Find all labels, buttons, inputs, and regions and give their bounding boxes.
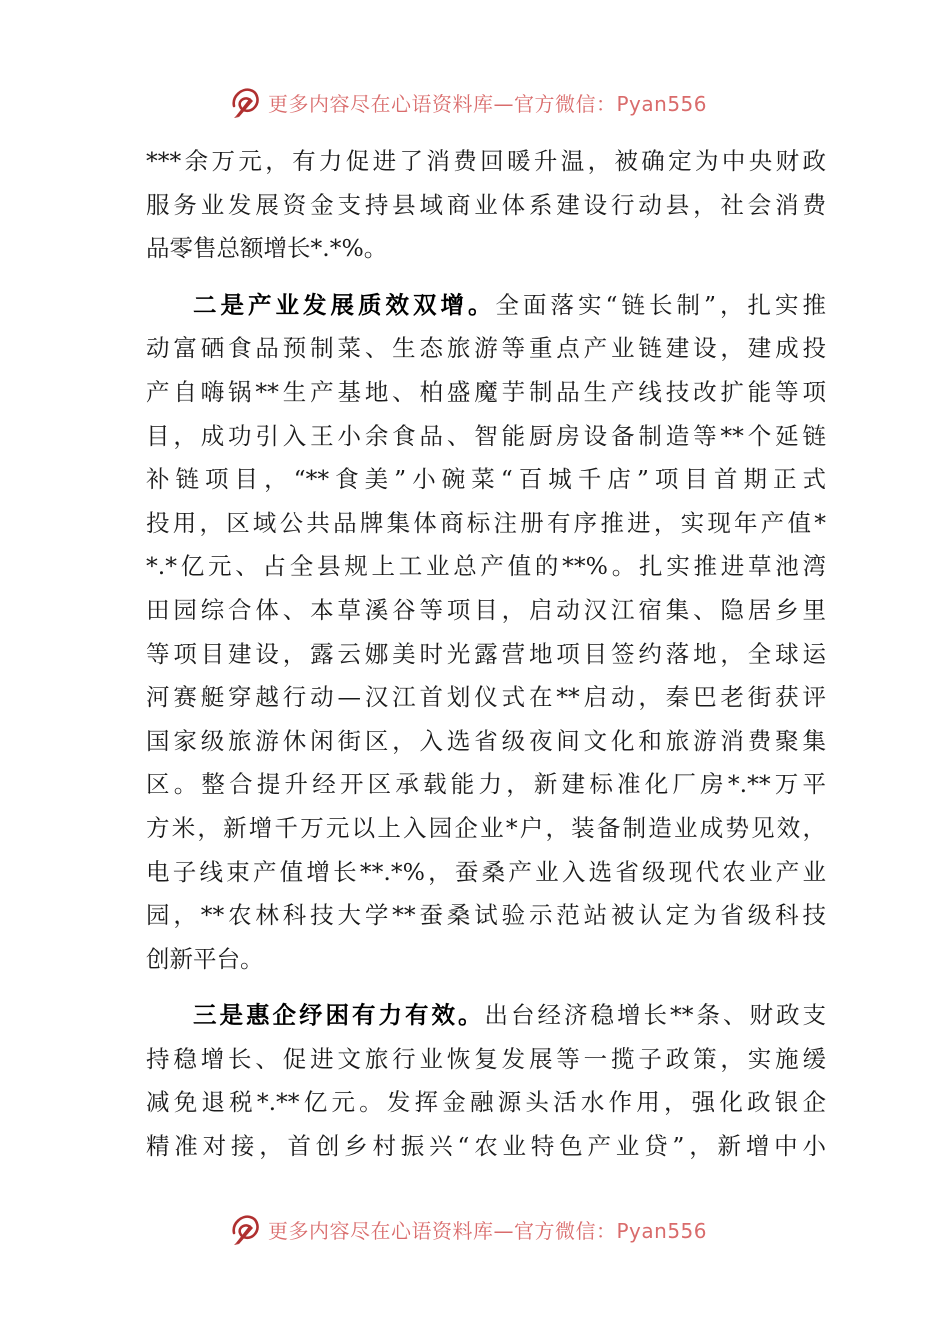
paragraph-line: 电子线束产值增长**.*%，蚕桑产业入选省级现代农业产业 — [146, 857, 826, 886]
paragraph-line: ***余万元，有力促进了消费回暖升温，被确定为中央财政 — [146, 147, 826, 175]
paragraph-first-line — [146, 994, 826, 1038]
document-body — [146, 140, 826, 1169]
footer-banner-text: 更多内容尽在心语资料库—官方微信：Pyan556 — [268, 1218, 708, 1243]
paragraph-line: 投用，区域公共品牌集体商标注册有序推进，实现年产值* — [146, 508, 826, 537]
paragraph-first-line — [146, 284, 826, 328]
paragraph-line: 补链项目，“**食美”小碗菜“百城千店”项目首期正式 — [146, 465, 826, 494]
paragraph-line: 目，成功引入王小余食品、智能厨房设备制造等**个延链 — [146, 421, 826, 450]
header-banner — [228, 80, 707, 124]
paragraph-line: 精准对接，首创乡村振兴“农业特色产业贷”，新增中小 — [146, 1132, 826, 1161]
paragraph-line: 减免退税*.**亿元。发挥金融源头活水作用，强化政银企 — [146, 1088, 826, 1117]
paragraph-line-text: 全面落实“链长制”，扎实推 — [495, 290, 827, 319]
paragraph-heading: 二是产业发展质效双增。 — [193, 290, 496, 319]
header-banner-text: 更多内容尽在心语资料库—官方微信：Pyan556 — [268, 91, 708, 116]
paragraph-heading: 三是惠企纾困有力有效。 — [193, 1001, 485, 1030]
paragraph-line: 服务业发展资金支持县域商业体系建设行动县，社会消费 — [146, 190, 826, 219]
paragraph-line: 河赛艇穿越行动—汉江首划仪式在**启动，秦巴老街获评 — [146, 683, 826, 712]
pen-swirl-logo-icon — [228, 1211, 264, 1247]
paragraph-line: 国家级旅游休闲街区，入选省级夜间文化和旅游消费聚集 — [146, 726, 826, 755]
paragraph-enterprise-relief — [146, 994, 826, 1168]
paragraph-industry — [146, 284, 826, 982]
paragraph-line: 区。整合提升经开区承载能力，新建标准化厂房*.**万平 — [146, 770, 826, 799]
paragraph-line: 创新平台。 — [146, 944, 264, 973]
paragraph-line: 产自嗨锅**生产基地、柏盛魔芋制品生产线技改扩能等项 — [146, 377, 826, 406]
footer-banner — [228, 1207, 707, 1251]
paragraph-line: 园，**农林科技大学**蚕桑试验示范站被认定为省级科技 — [146, 901, 826, 930]
paragraph-line: 持稳增长、促进文旅行业恢复发展等一揽子政策，实施缓 — [146, 1044, 826, 1073]
paragraph-consumption — [146, 140, 826, 271]
paragraph-line: 品零售总额增长*.*%。 — [146, 234, 388, 263]
paragraph-line-text: 出台经济稳增长**条、财政支 — [484, 1001, 826, 1030]
paragraph-line: 动富硒食品预制菜、生态旅游等重点产业链建设，建成投 — [146, 334, 826, 363]
paragraph-line: *.*亿元、占全县规上工业总产值的**%。扎实推进草池湾 — [146, 552, 826, 581]
paragraph-line: 田园综合体、本草溪谷等项目，启动汉江宿集、隐居乡里 — [146, 595, 826, 624]
paragraph-line: 方米，新增千万元以上入园企业*户，装备制造业成势见效， — [146, 813, 826, 842]
paragraph-line: 等项目建设，露云娜美时光露营地项目签约落地，全球运 — [146, 639, 826, 668]
pen-swirl-logo-icon — [228, 84, 264, 120]
